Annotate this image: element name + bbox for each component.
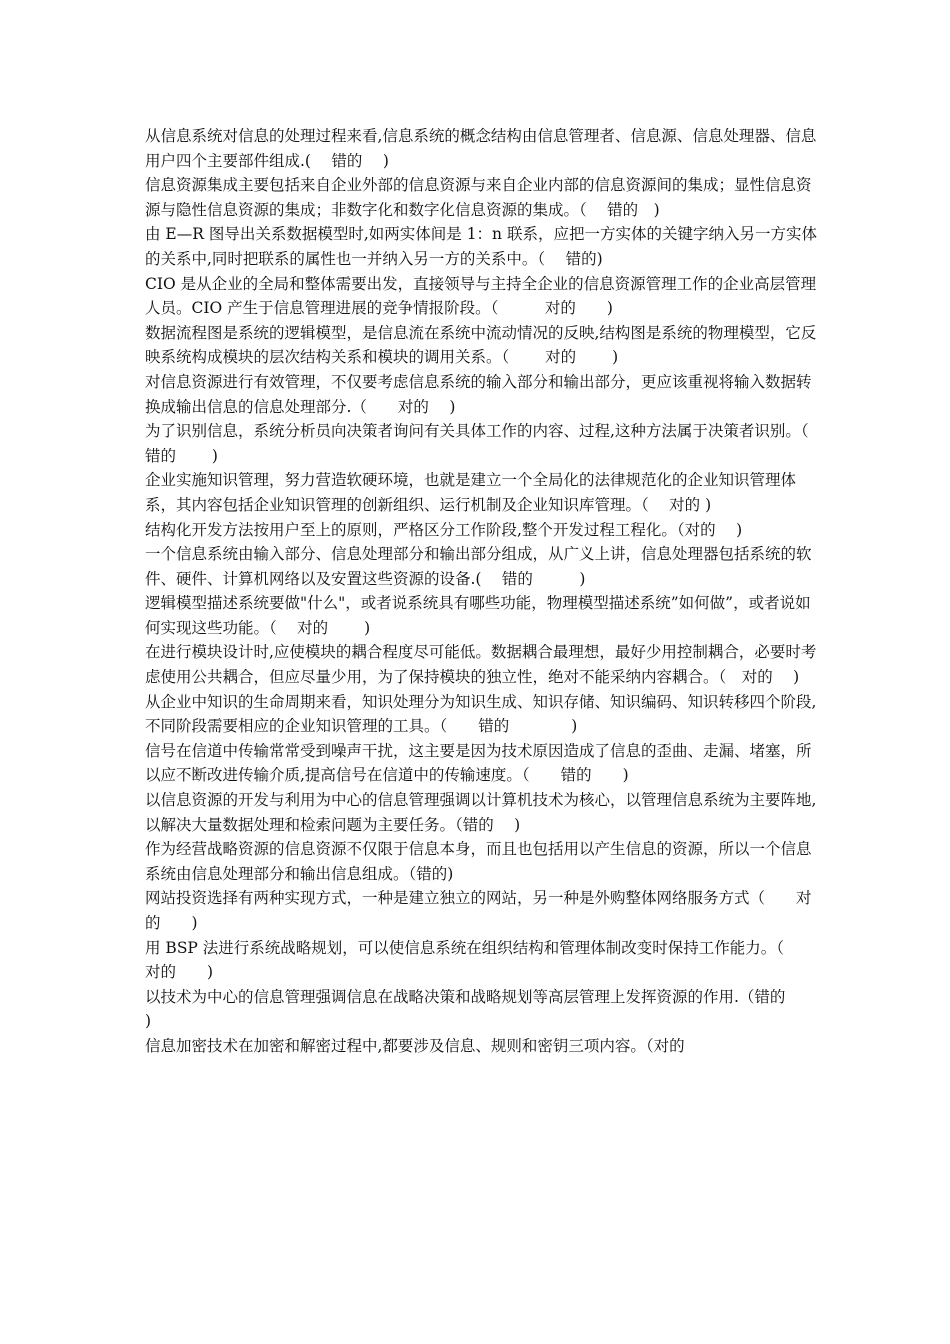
statement-paragraph: 由 E—R 图导出关系数据模型时,如两实体间是 1：n 联系，应把一方实体的关键字纳入另一方实体的关系中,同时把联系的属性也一并纳入另一方的关系中。（ 错的) [145, 225, 817, 268]
statement-paragraph: 信息加密技术在加密和解密过程中,都要涉及信息、规则和密钥三项内容。（对的 [145, 1036, 685, 1055]
statement-paragraph: 以信息资源的开发与利用为中心的信息管理强调以计算机技术为核心，以管理信息系统为主要阵地,以解决大量数据处理和检索问题为主要任务。（错的 ) [145, 791, 817, 834]
statement-paragraph: 信息资源集成主要包括来自企业外部的信息资源与来自企业内部的信息资源间的集成；显性信息资源与隐性信息资源的集成；非数字化和数字化信息资源的集成。（ 错的 ) [145, 176, 812, 219]
statement-paragraph: 作为经营战略资源的信息资源不仅限于信息本身，而且也包括用以产生信息的资源，所以一个信息系统由信息处理部分和输出信息组成。（错的) [145, 840, 812, 883]
statement-paragraph: 从企业中知识的生命周期来看，知识处理分为知识生成、知识存储、知识编码、知识转移四个阶段,不同阶段需要相应的企业知识管理的工具。（ 错的 ) [145, 692, 817, 736]
statement-paragraph: 以技术为中心的信息管理强调信息在战略决策和战略规划等高层管理上发挥资源的作用.（错的 ) [145, 987, 848, 1031]
statement-paragraph: 逻辑模型描述系统要做"什么"，或者说系统具有哪些功能，物理模型描述系统”如何做”，或者说如何实现这些功能。（ 对的 ) [145, 594, 811, 637]
statement-paragraph: 网站投资选择有两种实现方式，一种是建立独立的网站，另一种是外购整体网络服务方式（ 对的 ) [145, 889, 812, 932]
statement-paragraph: 一个信息系统由输入部分、信息处理部分和输出部分组成，从广义上讲，信息处理器包括系统的软件、硬件、计算机网络以及安置这些资源的设备.( 错的 ) [145, 545, 812, 588]
statement-paragraph: 企业实施知识管理，努力营造软硬环境，也就是建立一个全局化的法律规范化的企业知识管理体系，其内容包括企业知识管理的创新组织、运行机制及企业知识库管理。（ 对的 ) [145, 471, 797, 514]
statement-paragraph: 为了识别信息，系统分析员向决策者询问有关具体工作的内容、过程,这种方法属于决策者识别。（ 错的 ) [145, 422, 830, 465]
statement-paragraph: 数据流程图是系统的逻辑模型，是信息流在系统中流动情况的反映,结构图是系统的物理模型，它反映系统构成模块的层次结构关系和模块的调用关系。（ 对的 ) [145, 323, 817, 367]
statement-paragraph: 信号在信道中传输常常受到噪声干扰，这主要是因为技术原因造成了信息的歪曲、走漏、堵塞，所以应不断改进传输介质,提高信号在信道中的传输速度。（ 错的 ) [145, 741, 812, 785]
statement-paragraph: 对信息资源进行有效管理，不仅要考虑信息系统的输入部分和输出部分，更应该重视将输入数据转换成输出信息的信息处理部分.（ 对的 ) [145, 372, 812, 416]
statement-paragraph: 结构化开发方法按用户至上的原则，严格区分工作阶段,整个开发过程工程化。（对的 ) [145, 520, 743, 539]
statement-paragraph: 用 BSP 法进行系统战略规划，可以使信息系统在组织结构和管理体制改变时保持工作能力。（ 对的 ) [145, 938, 831, 982]
statement-paragraph: 从信息系统对信息的处理过程来看,信息系统的概念结构由信息管理者、信息源、信息处理器、信息用户四个主要部件组成.( 错的 ) [145, 127, 817, 170]
document-page [145, 124, 848, 1059]
statement-paragraph: CIO 是从企业的全局和整体需要出发，直接领导与主持全企业的信息资源管理工作的企业高层管理人员。CIO 产生于信息管理进展的竞争情报阶段。（ 对的 ) [145, 274, 817, 318]
statement-paragraph: 在进行模块设计时,应使模块的耦合程度尽可能低。数据耦合最理想，最好少用控制耦合，必要时考虑使用公共耦合，但应尽量少用，为了保持模块的独立性，绝对不能采纳内容耦合。（ 对的 ) [145, 643, 817, 687]
